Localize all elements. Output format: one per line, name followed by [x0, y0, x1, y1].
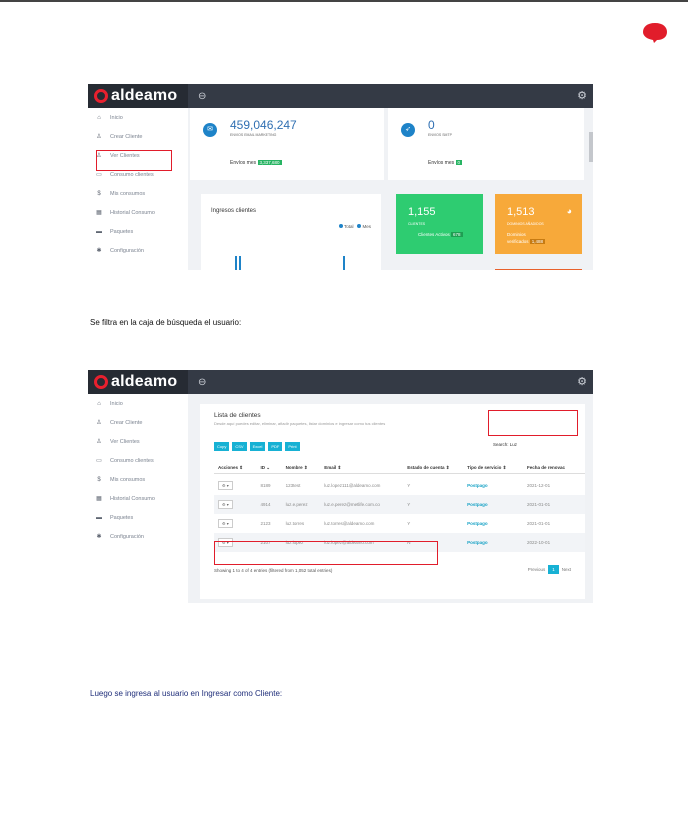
- dashboard-screenshot: [88, 84, 593, 270]
- sidebar-item-inicio[interactable]: [88, 108, 188, 127]
- export-buttons: [214, 442, 300, 451]
- client-list-subtitle: Desde aquí puedes editar, eliminar, añadir paquetes, listar dominios e ingresar como tus clientes: [214, 421, 386, 426]
- smtp-month-label: Envíos mes: [428, 160, 455, 166]
- logo-ring-icon: [94, 89, 108, 103]
- email-label: ENVIOS EMAIL MARKETING: [230, 133, 277, 137]
- cell-tipo: Postpago: [467, 483, 488, 488]
- ingresos-bar: [239, 256, 241, 270]
- pager-previous[interactable]: Previous: [527, 567, 546, 572]
- dollar-icon: $: [97, 476, 101, 483]
- legend-dot-total: [339, 224, 343, 228]
- sidebar-item-crear-cliente[interactable]: [88, 413, 188, 432]
- scrollbar[interactable]: [589, 132, 593, 162]
- cell-nombre: luz.e.perez: [285, 502, 308, 507]
- sidebar-item-label: Historial Consumo: [110, 209, 155, 216]
- table-row: [214, 476, 585, 495]
- settings-gear-icon[interactable]: ⚙: [577, 90, 587, 102]
- sidebar-item-label: Historial Consumo: [110, 495, 155, 502]
- logo-text: aldeamo: [111, 373, 178, 390]
- sidebar-item-configuracion[interactable]: [88, 241, 188, 260]
- excel-button[interactable]: Excel: [250, 442, 266, 451]
- ingresos-title: Ingresos clientes: [211, 208, 257, 214]
- dominios-total: 1,513: [507, 206, 535, 218]
- users-icon: ♙: [96, 153, 102, 159]
- col-estado[interactable]: Estado de cuenta ⇕: [407, 464, 450, 470]
- ingresos-bar: [235, 256, 237, 270]
- ingresos-bar: [343, 256, 345, 270]
- table-row: [214, 514, 585, 533]
- clientes-total: 1,155: [408, 206, 436, 218]
- csv-button[interactable]: CSV: [232, 442, 246, 451]
- sidebar-item-label: Paquetes: [110, 228, 134, 235]
- col-tipo[interactable]: Tipo de servicio ⇕: [467, 464, 507, 470]
- sidebar: [88, 394, 188, 603]
- cell-id: 4914: [260, 502, 271, 507]
- search-input[interactable]: Luz: [509, 442, 518, 447]
- sidebar: [88, 108, 188, 270]
- user-add-icon: ♙: [96, 420, 102, 426]
- cell-estado: Y: [407, 521, 411, 526]
- email-month: [230, 160, 282, 166]
- clientes-activos-badge: 678: [453, 232, 461, 237]
- dashboard-content: [188, 108, 593, 270]
- cell-nombre: 123test: [285, 483, 301, 488]
- col-fecha[interactable]: Fecha de renovac: [527, 465, 566, 470]
- app-topbar: [88, 84, 593, 108]
- col-id[interactable]: ID ⌄: [260, 464, 271, 470]
- dollar-icon: $: [97, 190, 101, 197]
- sidebar-item-consumo-clientes[interactable]: [88, 451, 188, 470]
- client-list-title: Lista de clientes: [214, 412, 261, 419]
- client-list-screenshot: [88, 370, 593, 603]
- cell-nombre: luz.lopez: [285, 540, 304, 545]
- gear-icon: ✱: [96, 534, 102, 540]
- search-label: Search:: [493, 442, 509, 447]
- cell-fecha: 2022-10-01: [527, 540, 551, 545]
- user-add-icon: ♙: [96, 134, 102, 140]
- sidebar-item-label: Paquetes: [110, 514, 134, 521]
- ingresos-legend: [335, 224, 371, 229]
- cell-id: 8189: [260, 483, 271, 488]
- pagination: [528, 565, 571, 574]
- package-icon: ▬: [96, 228, 102, 235]
- pager-next[interactable]: Next: [561, 567, 571, 572]
- cell-estado: Y: [407, 483, 411, 488]
- col-acciones[interactable]: Acciones ⇕: [218, 464, 244, 470]
- logo-text: aldeamo: [111, 87, 178, 104]
- actions-dropdown-button[interactable]: ⚙ ▾: [218, 519, 233, 528]
- sidebar-item-label: Mis consumos: [110, 190, 146, 197]
- dominios-foot1: Dominios: [507, 232, 526, 237]
- highlight-ver-clientes: [96, 150, 172, 171]
- legend-dot-mes: [357, 224, 361, 228]
- cell-estado: Y: [407, 502, 411, 507]
- email-icon: ✉: [203, 123, 217, 137]
- dominios-foot2: verificados: [507, 239, 529, 244]
- actions-dropdown-button[interactable]: ⚙ ▾: [218, 538, 233, 547]
- card-strip: [495, 269, 582, 270]
- dominios-verificados: [507, 239, 545, 244]
- users-icon: ♙: [96, 439, 102, 445]
- print-button[interactable]: Print: [285, 442, 299, 451]
- sidebar-item-ver-clientes[interactable]: [88, 432, 188, 451]
- pdf-button[interactable]: PDF: [268, 442, 282, 451]
- clientes-card: [396, 194, 483, 254]
- home-icon: ⌂: [97, 114, 101, 121]
- sidebar-item-label: Consumo clientes: [110, 171, 154, 178]
- actions-dropdown-button[interactable]: ⚙ ▾: [218, 500, 233, 509]
- collapse-sidebar-icon[interactable]: ⊖: [198, 90, 207, 102]
- clientes-activos-label: Clientes Activos: [418, 232, 450, 237]
- paragraph-login-as-client: Luego se ingresa al usuario en Ingresar como Cliente:: [90, 689, 283, 698]
- cell-tipo: Postpago: [467, 540, 488, 545]
- paragraph-filter: Se filtra en la caja de búsqueda el usuario:: [90, 318, 242, 327]
- gear-icon: ✱: [96, 248, 102, 254]
- sidebar-item-paquetes[interactable]: [88, 508, 188, 527]
- cell-nombre: luz.torres: [285, 521, 305, 526]
- sidebar-item-label: Crear Cliente: [110, 133, 143, 140]
- sidebar-item-label: Ver Clientes: [110, 152, 140, 159]
- sidebar-item-label: Configuración: [110, 533, 144, 540]
- cell-tipo: Postpago: [467, 521, 488, 526]
- page-top-border: [0, 0, 688, 2]
- showing-entries: Showing 1 to 4 of 4 entries (filtered from 1,052 total entries): [214, 568, 333, 573]
- actions-dropdown-button[interactable]: ⚙ ▾: [218, 481, 233, 490]
- dominios-badge: 1,488: [531, 239, 544, 244]
- cell-estado: N: [407, 540, 411, 545]
- sidebar-item-label: Inicio: [110, 400, 123, 407]
- smtp-total: 0: [428, 118, 435, 132]
- cell-fecha: 2021-01-01: [527, 521, 551, 526]
- dominios-card: [495, 194, 582, 254]
- email-month-badge: 3,337,680: [259, 160, 280, 165]
- sidebar-item-historial-consumo[interactable]: [88, 489, 188, 508]
- legend-total: Total: [343, 224, 354, 229]
- home-icon: ⌂: [97, 400, 101, 407]
- legend-mes: Mes: [362, 224, 371, 229]
- app-topbar: [88, 370, 593, 394]
- sidebar-item-crear-cliente[interactable]: [88, 127, 188, 146]
- col-email[interactable]: Email ⇕: [324, 464, 342, 470]
- cell-id: 2107: [260, 540, 271, 545]
- highlight-search-box: [488, 410, 578, 436]
- table-row: [214, 495, 585, 514]
- cell-fecha: 2021-12-01: [527, 483, 551, 488]
- copy-button[interactable]: Copy: [214, 442, 229, 451]
- monitor-icon: ▭: [96, 458, 102, 464]
- highlight-client-row: [214, 541, 438, 565]
- row-actions: [214, 481, 261, 490]
- smtp-label: ENVIOS SMTP: [428, 133, 452, 137]
- calendar-icon: ▦: [96, 210, 102, 216]
- search-box[interactable]: [493, 442, 517, 447]
- cell-fecha: 2021-01-01: [527, 502, 551, 507]
- sidebar-item-paquetes[interactable]: [88, 222, 188, 241]
- sidebar-item-label: Mis consumos: [110, 476, 146, 483]
- email-marketing-card: [190, 108, 384, 180]
- logo-ring-icon: [94, 375, 108, 389]
- cell-email: luz.e.perez@metlife.com.co: [324, 502, 380, 507]
- sidebar-item-label: Inicio: [110, 114, 123, 121]
- app-logo: [88, 370, 188, 394]
- email-month-label: Envíos mes: [230, 160, 257, 166]
- clientes-activos: [418, 232, 463, 237]
- table-header: [214, 462, 585, 474]
- cell-email: luz.lopez@aldeamo.com: [324, 540, 374, 545]
- smtp-card: [388, 108, 584, 180]
- package-icon: ▬: [96, 514, 102, 521]
- rocket-icon: ➶: [401, 123, 415, 137]
- sidebar-item-label: Ver Clientes: [110, 438, 140, 445]
- smtp-month: [428, 160, 462, 166]
- sidebar-item-label: Configuración: [110, 247, 144, 254]
- app-logo: [88, 84, 188, 108]
- sidebar-item-mis-consumos[interactable]: [88, 470, 188, 489]
- settings-gear-icon[interactable]: ⚙: [577, 376, 587, 388]
- cell-tipo: Postpago: [467, 502, 488, 507]
- sidebar-item-historial-consumo[interactable]: [88, 203, 188, 222]
- sidebar-item-inicio[interactable]: [88, 394, 188, 413]
- sidebar-item-label: Crear Cliente: [110, 419, 143, 426]
- sidebar-item-label: Consumo clientes: [110, 457, 154, 464]
- calendar-icon: ▦: [96, 496, 102, 502]
- clientes-label: CLIENTES: [408, 222, 426, 226]
- row-actions: [214, 519, 261, 528]
- dominios-label: DOMINIOS AÑADIDOS: [507, 222, 544, 226]
- smtp-month-badge: 0: [457, 160, 461, 165]
- ingresos-card: [201, 194, 381, 270]
- cell-email: luz.torres@aldeamo.com: [324, 521, 375, 526]
- email-total: 459,046,247: [230, 118, 297, 132]
- cell-id: 2123: [260, 521, 271, 526]
- globe-icon: ◕: [566, 206, 572, 216]
- row-actions: [214, 500, 261, 509]
- monitor-icon: ▭: [96, 172, 102, 178]
- cell-email: luz.lopez111@aldeamo.com: [324, 483, 381, 488]
- sidebar-item-mis-consumos[interactable]: [88, 184, 188, 203]
- col-nombre[interactable]: Nombre ⇕: [285, 464, 308, 470]
- sidebar-item-configuracion[interactable]: [88, 527, 188, 546]
- speech-bubble-logo-icon: [642, 22, 668, 44]
- pager-current-page[interactable]: 1: [548, 565, 559, 574]
- collapse-sidebar-icon[interactable]: ⊖: [198, 376, 207, 388]
